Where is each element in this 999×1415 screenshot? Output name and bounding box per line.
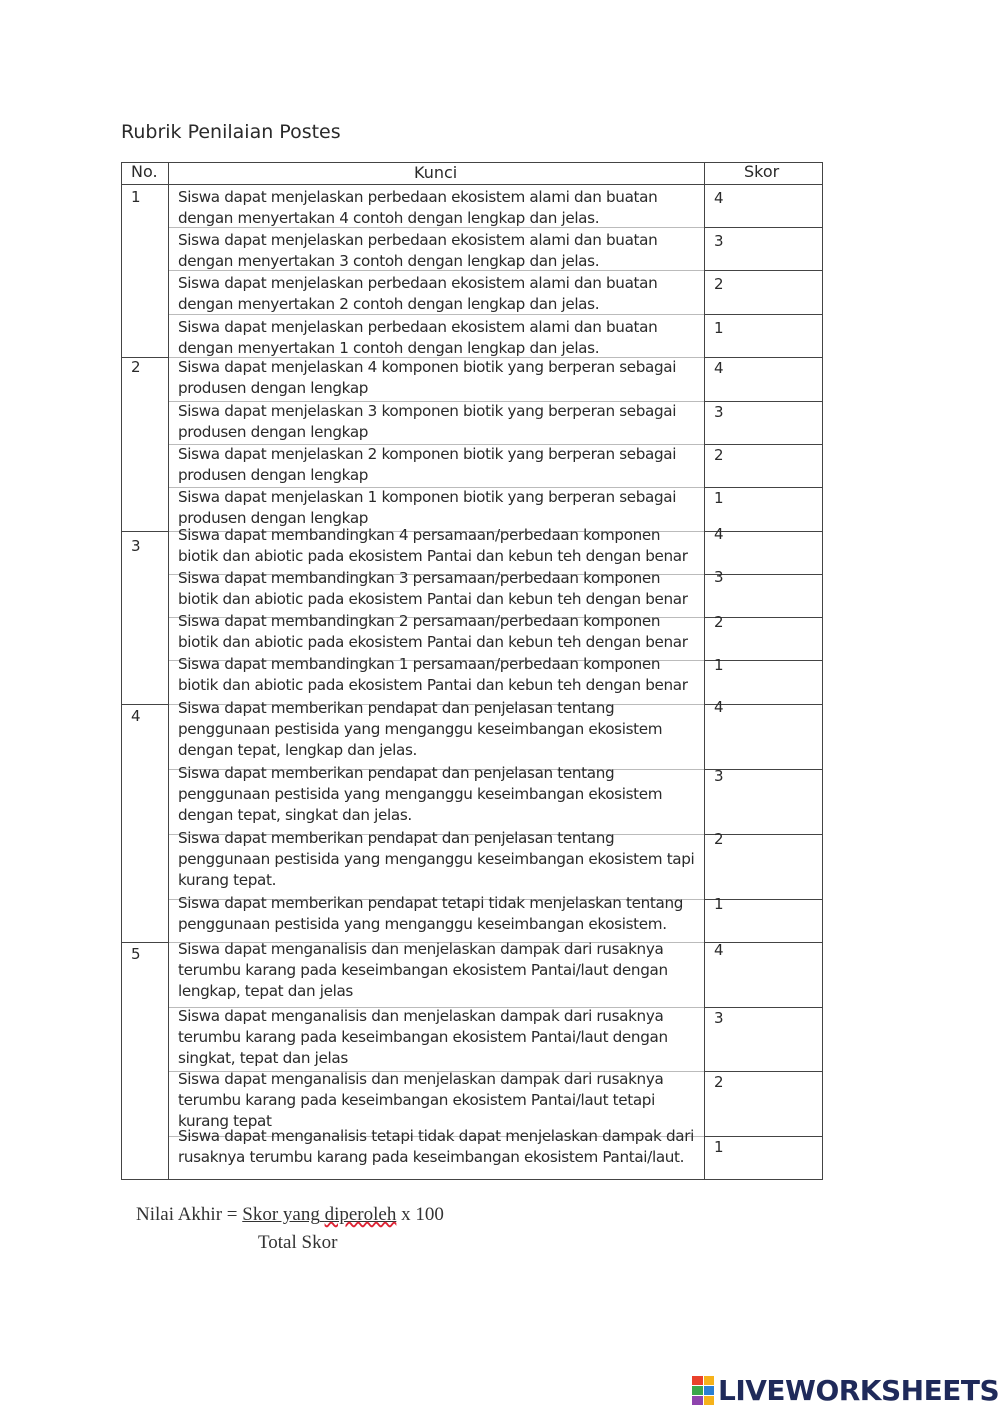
criteria-line: dengan tepat, singkat dan jelas. [178,805,412,824]
score-value: 2 [714,275,724,293]
score-value: 2 [714,830,724,848]
criteria-line: terumbu karang pada keseimbangan ekosistem Pantai/laut tetapi [178,1090,655,1109]
no-group-divider [121,942,169,943]
skor-row-divider [704,487,823,488]
criteria-text [178,187,657,229]
skor-row-divider [704,1136,823,1137]
criteria-text [178,893,683,935]
criteria-line: singkat, tepat dan jelas [178,1048,348,1067]
score-value: 1 [714,1138,724,1156]
score-value: 1 [714,489,724,507]
score-value: 2 [714,613,724,631]
criteria-line: penggunaan pestisida yang menganggu keseimbangan ekosistem tapi [178,849,695,868]
no-group-divider [121,531,169,532]
criteria-line: Siswa dapat menjelaskan perbedaan ekosistem alami dan buatan [178,231,658,249]
criteria-text [178,939,668,1001]
criteria-line: Siswa dapat memberikan pendapat dan penjelasan tentang [178,699,615,717]
criteria-text [178,1069,663,1131]
criteria-line: penggunaan pestisida yang menganggu keseimbangan ekosistem. [178,914,667,933]
criteria-line: dengan tepat, lengkap dan jelas. [178,740,418,759]
criteria-line: kurang tepat [178,1111,272,1130]
table-border-bottom [121,1179,823,1180]
header-skor: Skor [744,162,780,181]
skor-row-divider [704,357,823,358]
formula-denominator: Total Skor [258,1232,338,1253]
criteria-line: Siswa dapat menjelaskan 3 komponen biotik yang berperan sebagai [178,402,677,420]
criteria-line: dengan menyertakan 2 contoh dengan lengkap dan jelas. [178,294,600,313]
criteria-text [178,1006,668,1068]
liveworksheets-brand [692,1374,999,1407]
score-value: 4 [714,941,724,959]
criteria-text [178,317,657,359]
criteria-text [178,401,676,443]
skor-row-divider [704,314,823,315]
score-value: 4 [714,359,724,377]
criteria-text [178,487,676,529]
formula-numerator [242,1204,396,1225]
criteria-line: Siswa dapat menganalisis dan menjelaskan dampak dari rusaknya [178,1007,664,1025]
score-value: 4 [714,525,724,543]
criteria-line: Siswa dapat menganalisis dan menjelaskan dampak dari rusaknya [178,940,664,958]
criteria-text [178,1126,694,1168]
score-value: 3 [714,568,724,586]
skor-row-divider [704,227,823,228]
criteria-line: dengan menyertakan 4 contoh dengan lengkap dan jelas. [178,208,600,227]
row-number: 2 [131,358,141,376]
criteria-line: Siswa dapat menganalisis dan menjelaskan dampak dari rusaknya [178,1070,664,1088]
score-value: 1 [714,895,724,913]
row-number: 1 [131,188,141,206]
score-value: 4 [714,189,724,207]
criteria-line: biotik dan abiotic pada ekosistem Pantai dan kebun teh dengan benar [178,546,688,565]
skor-row-divider [704,1071,823,1072]
criteria-line: produsen dengan lengkap [178,422,369,441]
page-title: Rubrik Penilaian Postes [121,121,341,143]
criteria-line: Siswa dapat memberikan pendapat dan penjelasan tentang [178,764,615,782]
header-no: No. [131,162,158,181]
criteria-text [178,357,676,399]
skor-row-divider [704,444,823,445]
criteria-line: dengan menyertakan 3 contoh dengan lengkap dan jelas. [178,251,600,270]
table-border-top [121,162,823,163]
criteria-text [178,273,657,315]
score-value: 3 [714,232,724,250]
criteria-text [178,525,688,567]
formula-multiplier: x 100 [401,1204,444,1225]
criteria-text [178,568,688,610]
score-value: 1 [714,656,724,674]
skor-row-divider [704,1007,823,1008]
criteria-line: penggunaan pestisida yang menganggu keseimbangan ekosistem [178,784,663,803]
criteria-line: Siswa dapat menjelaskan 2 komponen biotik yang berperan sebagai [178,445,677,463]
skor-row-divider [704,401,823,402]
score-value: 2 [714,1073,724,1091]
row-number: 5 [131,945,141,963]
criteria-line: kurang tepat. [178,870,277,889]
score-value: 3 [714,1009,724,1027]
score-value: 3 [714,767,724,785]
formula-numerator-b: diperoleh [324,1204,397,1225]
score-value: 2 [714,446,724,464]
liveworksheets-logo-icon [692,1376,714,1406]
criteria-line: biotik dan abiotic pada ekosistem Pantai dan kebun teh dengan benar [178,632,688,651]
criteria-line: terumbu karang pada keseimbangan ekosistem Pantai/laut dengan [178,1027,668,1046]
skor-row-divider [704,270,823,271]
criteria-line: dengan menyertakan 1 contoh dengan lengkap dan jelas. [178,338,600,357]
criteria-line: terumbu karang pada keseimbangan ekosistem Pantai/laut dengan [178,960,668,979]
criteria-line: Siswa dapat menganalisis tetapi tidak dapat menjelaskan dampak dari [178,1127,694,1145]
criteria-line: biotik dan abiotic pada ekosistem Pantai dan kebun teh dengan benar [178,589,688,608]
criteria-line: rusaknya terumbu karang pada keseimbangan ekosistem Pantai/laut. [178,1147,685,1166]
criteria-text [178,828,694,890]
criteria-line: produsen dengan lengkap [178,465,369,484]
no-group-divider [121,357,169,358]
formula-numerator-a: Skor yang [242,1204,320,1225]
criteria-line: Siswa dapat menjelaskan perbedaan ekosistem alami dan buatan [178,318,658,336]
score-value: 4 [714,698,724,716]
no-group-divider [121,704,169,705]
formula-line [136,1204,444,1226]
criteria-text [178,611,688,653]
score-value: 3 [714,403,724,421]
criteria-line: Siswa dapat membandingkan 2 persamaan/perbedaan komponen [178,612,661,630]
score-value: 1 [714,319,724,337]
rubric-table [121,162,823,1180]
criteria-text [178,763,662,825]
table-header-divider [121,184,823,185]
criteria-line: lengkap, tepat dan jelas [178,981,353,1000]
criteria-line: produsen dengan lengkap [178,508,369,527]
criteria-line: Siswa dapat menjelaskan perbedaan ekosistem alami dan buatan [178,188,658,206]
criteria-text [178,444,676,486]
criteria-line: Siswa dapat membandingkan 4 persamaan/perbedaan komponen [178,526,661,544]
criteria-line: produsen dengan lengkap [178,378,369,397]
table-border-left [121,162,122,1180]
criteria-text [178,698,662,760]
liveworksheets-wordmark: LIVEWORKSHEETS [718,1374,999,1407]
criteria-text [178,654,688,696]
row-number: 4 [131,707,141,725]
criteria-text [178,230,657,272]
row-number: 3 [131,537,141,555]
criteria-line: Siswa dapat memberikan pendapat dan penjelasan tentang [178,829,615,847]
criteria-line: Siswa dapat menjelaskan 1 komponen biotik yang berperan sebagai [178,488,677,506]
header-kunci: Kunci [414,163,458,182]
criteria-line: Siswa dapat memberikan pendapat tetapi tidak menjelaskan tentang [178,894,684,912]
criteria-line: Siswa dapat membandingkan 1 persamaan/perbedaan komponen [178,655,661,673]
criteria-line: Siswa dapat membandingkan 3 persamaan/perbedaan komponen [178,569,661,587]
formula-label: Nilai Akhir = [136,1204,238,1225]
criteria-line: Siswa dapat menjelaskan perbedaan ekosistem alami dan buatan [178,274,658,292]
criteria-line: biotik dan abiotic pada ekosistem Pantai dan kebun teh dengan benar [178,675,688,694]
criteria-line: Siswa dapat menjelaskan 4 komponen biotik yang berperan sebagai [178,358,677,376]
criteria-line: penggunaan pestisida yang menganggu keseimbangan ekosistem [178,719,663,738]
